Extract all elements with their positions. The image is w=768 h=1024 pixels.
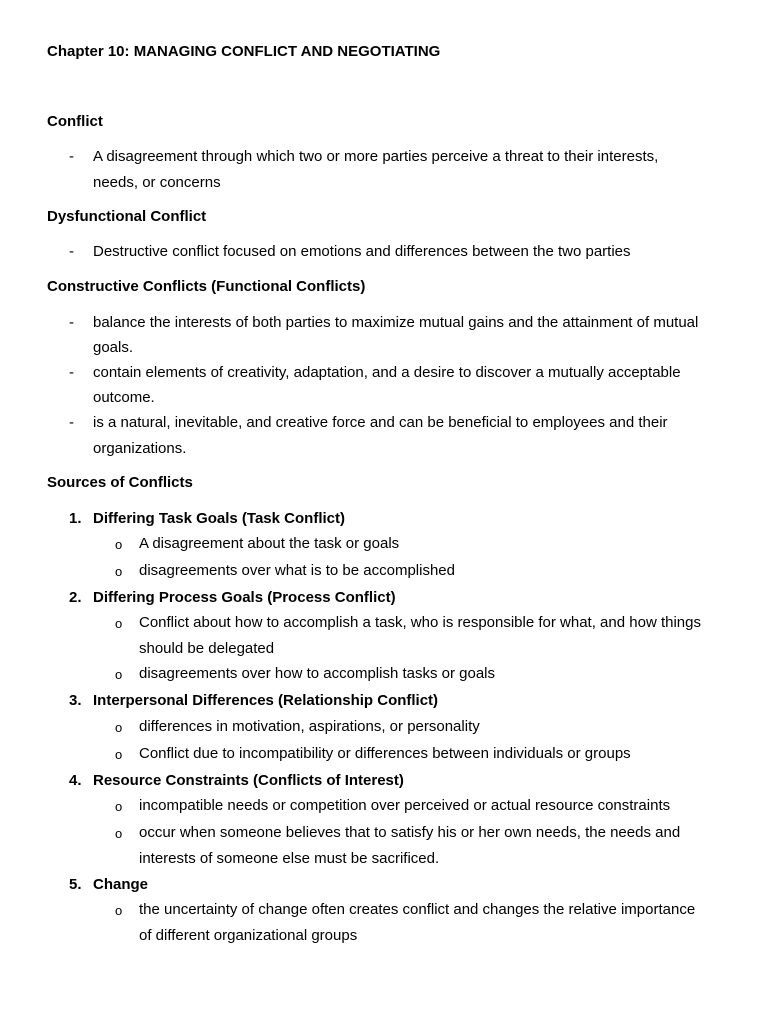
dash-bullet: -: [69, 414, 74, 431]
circle-bullet: o: [115, 826, 123, 841]
list-item-title: Differing Task Goals (Task Conflict): [93, 510, 345, 527]
sub-bullet-text: interests of someone else must be sacrificed.: [139, 850, 440, 867]
sub-bullet-text: the uncertainty of change often creates conflict and changes the relative importance: [139, 901, 696, 918]
circle-bullet: o: [115, 564, 123, 579]
circle-bullet: o: [115, 747, 123, 762]
page-title: Chapter 10: MANAGING CONFLICT AND NEGOTIATING: [47, 43, 441, 60]
dash-bullet: -: [69, 364, 74, 381]
list-number: 5.: [69, 876, 82, 893]
dash-bullet: -: [69, 314, 74, 331]
sub-bullet-text: disagreements over what is to be accomplished: [139, 562, 455, 579]
bullet-text: organizations.: [93, 440, 187, 457]
bullet-text: Destructive conflict focused on emotions and differences between the two parties: [93, 243, 631, 260]
bullet-text: outcome.: [93, 389, 155, 406]
circle-bullet: o: [115, 616, 123, 631]
sub-bullet-text: differences in motivation, aspirations, or personality: [139, 718, 480, 735]
bullet-text: is a natural, inevitable, and creative force and can be beneficial to employees and their: [93, 414, 668, 431]
circle-bullet: o: [115, 537, 123, 552]
section-heading-sources: Sources of Conflicts: [47, 474, 193, 491]
circle-bullet: o: [115, 720, 123, 735]
sub-bullet-text: of different organizational groups: [139, 927, 358, 944]
list-number: 1.: [69, 510, 82, 527]
sub-bullet-text: A disagreement about the task or goals: [139, 535, 400, 552]
circle-bullet: o: [115, 799, 123, 814]
bullet-text: A disagreement through which two or more parties perceive a threat to their interests,: [93, 148, 659, 165]
list-item-title: Interpersonal Differences (Relationship Conflict): [93, 692, 439, 709]
list-number: 4.: [69, 772, 82, 789]
bullet-text: goals.: [93, 339, 134, 356]
sub-bullet-text: Conflict due to incompatibility or differences between individuals or groups: [139, 745, 631, 762]
section-heading-dysfunctional: Dysfunctional Conflict: [47, 208, 207, 225]
sub-bullet-text: Conflict about how to accomplish a task, who is responsible for what, and how things: [139, 614, 701, 631]
circle-bullet: o: [115, 903, 123, 918]
dash-bullet: -: [69, 148, 74, 165]
list-item-title: Differing Process Goals (Process Conflict): [93, 589, 396, 606]
section-heading-conflict: Conflict: [47, 113, 103, 130]
section-heading-constructive: Constructive Conflicts (Functional Conflicts): [47, 278, 366, 295]
sub-bullet-text: disagreements over how to accomplish tasks or goals: [139, 665, 496, 682]
bullet-text: contain elements of creativity, adaptation, and a desire to discover a mutually acceptable: [93, 364, 681, 381]
list-number: 2.: [69, 589, 82, 606]
sub-bullet-text: incompatible needs or competition over perceived or actual resource constraints: [139, 797, 671, 814]
list-item-title: Resource Constraints (Conflicts of Interest): [93, 772, 404, 789]
list-item-title: Change: [93, 876, 149, 893]
list-number: 3.: [69, 692, 82, 709]
bullet-text: needs, or concerns: [93, 174, 221, 191]
bullet-text: balance the interests of both parties to maximize mutual gains and the attainment of mutual: [93, 314, 699, 331]
circle-bullet: o: [115, 667, 123, 682]
dash-bullet: -: [69, 243, 74, 260]
sub-bullet-text: occur when someone believes that to satisfy his or her own needs, the needs and: [139, 824, 681, 841]
sub-bullet-text: should be delegated: [139, 640, 275, 657]
